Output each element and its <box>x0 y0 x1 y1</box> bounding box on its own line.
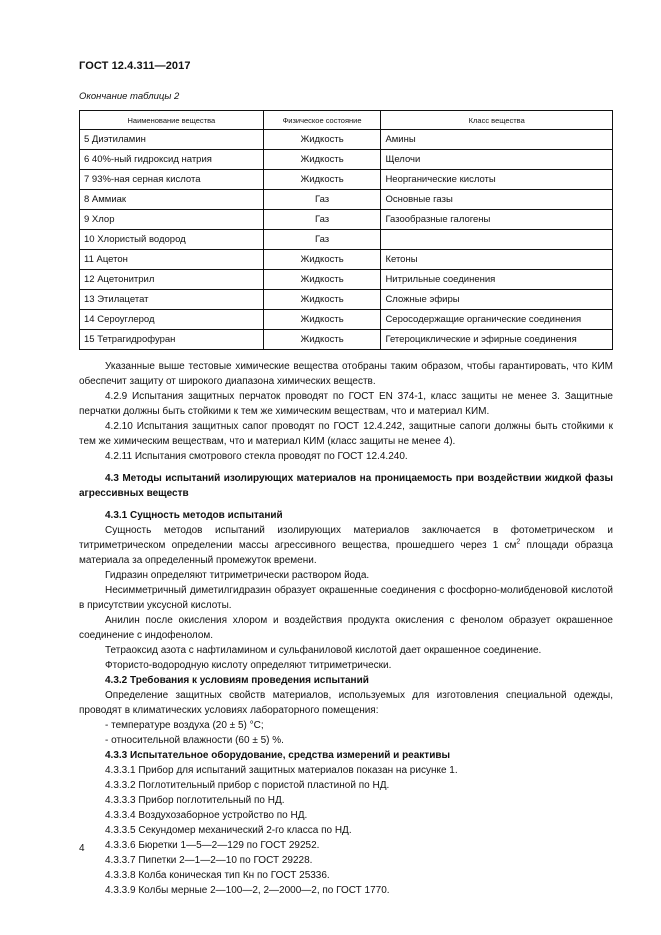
substance-name: 11 Ацетон <box>80 250 264 270</box>
list-item: 4.3.3.6 Бюретки 1—5—2—129 по ГОСТ 29252. <box>105 840 320 851</box>
column-header: Наименование вещества <box>80 111 264 130</box>
section-heading: 4.3 Методы испытаний изолирующих материалов на проницаемость при воздействии жидкой фазы агрессивных веществ <box>79 473 613 499</box>
substance-name: 8 Аммиак <box>80 190 264 210</box>
substance-name: 10 Хлористый водород <box>80 230 264 250</box>
paragraph: Тетраоксид азота с нафтиламином и сульфаниловой кислотой дает окрашенное соединение. <box>105 645 542 656</box>
superscript: 2 <box>516 538 521 546</box>
list-item: 4.3.3.2 Поглотительный прибор с пористой пластиной по НД. <box>105 780 390 791</box>
substance-name: 13 Этилацетат <box>80 290 264 310</box>
table-row <box>80 270 613 290</box>
list-item: 4.3.3.8 Колба коническая тип Кн по ГОСТ 25336. <box>105 870 330 881</box>
list-item: 4.3.3.9 Колбы мерные 2—100—2, 2—2000—2, по ГОСТ 1770. <box>105 885 390 896</box>
document-header: ГОСТ 12.4.311—2017 <box>79 60 191 72</box>
table-row <box>80 130 613 150</box>
table-header-row <box>80 111 613 130</box>
substance-name: 5 Диэтиламин <box>80 130 264 150</box>
table-row <box>80 190 613 210</box>
body-text <box>79 359 613 898</box>
physical-state: Жидкость <box>263 290 381 310</box>
paragraph-text: площади образца материала за определенный промежуток времени. <box>79 540 613 566</box>
list-item: 4.3.3.1 Прибор для испытаний защитных материалов показан на рисунке 1. <box>105 765 458 776</box>
subsection-heading: 4.3.2 Требования к условиям проведения испытаний <box>105 675 369 686</box>
paragraph: 4.2.10 Испытания защитных сапог проводят по ГОСТ 12.4.242, защитные сапоги должны быть стойкими к тем же химическим веществам, что и материал КИМ (класс защиты не менее 4). <box>79 421 613 447</box>
substance-name: 12 Ацетонитрил <box>80 270 264 290</box>
substance-class: Гетероциклические и эфирные соединения <box>381 330 613 350</box>
substance-class: Газообразные галогены <box>381 210 613 230</box>
table-row <box>80 150 613 170</box>
physical-state: Газ <box>263 230 381 250</box>
list-item: - температуре воздуха (20 ± 5) °С; <box>105 720 264 731</box>
list-item: 4.3.3.5 Секундомер механический 2-го класса по НД. <box>105 825 352 836</box>
substance-class: Нитрильные соединения <box>381 270 613 290</box>
column-header: Физическое состояние <box>263 111 381 130</box>
physical-state: Жидкость <box>263 310 381 330</box>
paragraph: Фтористо-водородную кислоту определяют титриметрически. <box>105 660 392 671</box>
substance-class: Серосодержащие органические соединения <box>381 310 613 330</box>
list-item: 4.3.3.4 Воздухозаборное устройство по НД. <box>105 810 308 821</box>
physical-state: Жидкость <box>263 330 381 350</box>
paragraph: Анилин после окисления хлором и воздействия продукта окисления с фенолом образует окрашенное соединение с индофенолом. <box>79 615 613 641</box>
table-row <box>80 230 613 250</box>
list-item: - относительной влажности (60 ± 5) %. <box>105 735 284 746</box>
paragraph: Указанные выше тестовые химические вещества отобраны таким образом, чтобы гарантировать, что КИМ обеспечит защиту от широкого диапазона химических веществ. <box>79 361 613 387</box>
substances-table <box>79 110 613 350</box>
substance-name: 9 Хлор <box>80 210 264 230</box>
physical-state: Жидкость <box>263 170 381 190</box>
physical-state: Газ <box>263 190 381 210</box>
substance-class: Неорганические кислоты <box>381 170 613 190</box>
physical-state: Жидкость <box>263 150 381 170</box>
table-caption: Окончание таблицы 2 <box>79 91 180 102</box>
substance-class: Сложные эфиры <box>381 290 613 310</box>
physical-state: Жидкость <box>263 250 381 270</box>
substance-class: Кетоны <box>381 250 613 270</box>
substance-name: 7 93%-ная серная кислота <box>80 170 264 190</box>
table-row <box>80 330 613 350</box>
substance-class: Амины <box>381 130 613 150</box>
substance-name: 15 Тетрагидрофуран <box>80 330 264 350</box>
paragraph: 4.2.11 Испытания смотрового стекла проводят по ГОСТ 12.4.240. <box>105 451 408 462</box>
substance-name: 14 Сероуглерод <box>80 310 264 330</box>
paragraph: Определение защитных свойств материалов, используемых для изготовления специальной одежды, проводят в климатических условиях лабораторного помещения: <box>79 690 613 716</box>
page-number: 4 <box>79 843 85 854</box>
physical-state: Жидкость <box>263 130 381 150</box>
paragraph <box>79 523 613 568</box>
list-item: 4.3.3.7 Пипетки 2—1—2—10 по ГОСТ 29228. <box>105 855 313 866</box>
substance-class: Щелочи <box>381 150 613 170</box>
substance-name: 6 40%-ный гидроксид натрия <box>80 150 264 170</box>
list-item: 4.3.3.3 Прибор поглотительный по НД. <box>105 795 285 806</box>
table-row <box>80 290 613 310</box>
table-row <box>80 250 613 270</box>
subsection-heading: 4.3.1 Сущность методов испытаний <box>105 510 283 521</box>
table-row <box>80 310 613 330</box>
subsection-heading: 4.3.3 Испытательное оборудование, средства измерений и реактивы <box>105 750 451 761</box>
paragraph: Гидразин определяют титриметрически раствором йода. <box>105 570 370 581</box>
table-row <box>80 210 613 230</box>
paragraph: 4.2.9 Испытания защитных перчаток проводят по ГОСТ EN 374-1, класс защиты не менее 3. Защитные перчатки должны быть стойкими к тем же химическим веществам, что и материал КИМ. <box>79 391 613 417</box>
paragraph-text: Сущность методов испытаний изолирующих материалов заключается в фотометрическом и титриметрическом определении массы агрессивного вещества, прошедшего через 1 см <box>79 525 613 551</box>
physical-state: Жидкость <box>263 270 381 290</box>
table-row <box>80 170 613 190</box>
substance-class <box>381 230 613 250</box>
physical-state: Газ <box>263 210 381 230</box>
substance-class: Основные газы <box>381 190 613 210</box>
column-header: Класс вещества <box>381 111 613 130</box>
paragraph: Несимметричный диметилгидразин образует окрашенные соединения с фосфорно-молибденовой кислотой в присутствии уксусной кислоты. <box>79 585 613 611</box>
